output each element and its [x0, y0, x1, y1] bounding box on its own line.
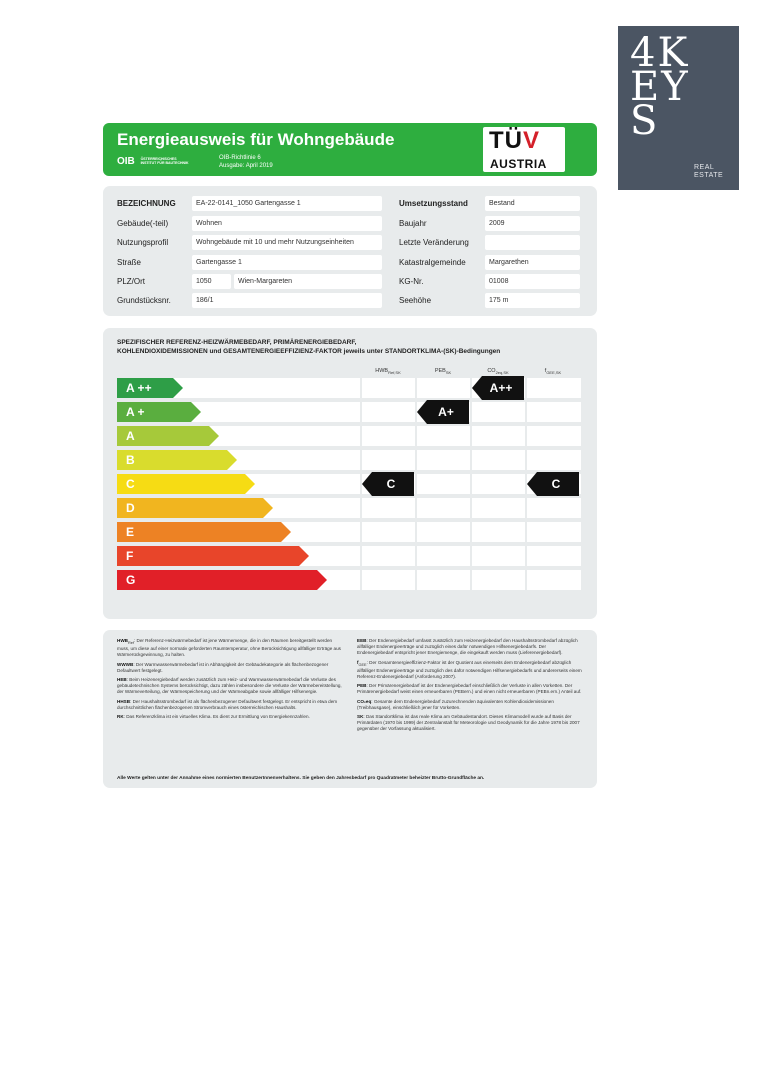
energy-class-bar — [117, 522, 291, 542]
legend-entry — [117, 677, 343, 696]
legend-entry — [357, 714, 583, 733]
field-gebaeude: Wohnen — [192, 216, 382, 231]
legend-term: WWWB — [117, 661, 134, 667]
logo-letters: 4K EY S — [630, 30, 690, 144]
label-umsetzungsstand: Umsetzungsstand — [399, 199, 468, 208]
energy-class-bar — [117, 570, 327, 590]
label-kg-nr: KG-Nr. — [399, 277, 424, 286]
building-info-panel — [103, 186, 597, 316]
rating-marker-label: C — [386, 477, 396, 491]
energy-class-label: F — [126, 549, 134, 563]
energy-class-bar — [117, 426, 219, 446]
legend-text: : Das Referenzklima ist ein virtuelles Klima. Es dient zur Ermittlung von Energiekennzahlen. — [123, 713, 310, 719]
legend-term: CO₂eq — [357, 698, 372, 704]
legend-entry — [357, 638, 583, 657]
legend-term: f — [357, 659, 359, 665]
energy-class-label: B — [126, 453, 135, 467]
rating-marker-fgee — [527, 472, 579, 496]
legend-column-right — [357, 638, 583, 736]
energy-class-bar — [117, 498, 273, 518]
energy-class-label: A + — [126, 405, 145, 419]
legend-term-subscript: Ref — [127, 640, 134, 645]
energy-class-label: E — [126, 525, 135, 539]
legend-term: HWB — [117, 638, 128, 643]
legend-term-subscript: GEE — [358, 662, 367, 667]
column-header-hwb: $HWB_{Ref,SK}$ — [375, 368, 401, 376]
column-header-peb: $PEB_{SK}$ — [434, 368, 452, 376]
real-estate-logo — [618, 26, 739, 190]
legend-entry — [357, 699, 583, 711]
legend-text: : Der Endenergiebedarf umfasst zusätzlich zum Heizenergiebedarf den Haushaltsstrombedarf abzüglich allfälliger Endenergieerträge und zuzüglich eines dafür notwendigen Hilfsenergiebedarfs. Der Endenergiebedarf entspricht jener Energiemenge, die eingekauft werden muss (Lieferenergiebedarf). — [357, 638, 578, 656]
legend-text: : Der Warmwasserwärmebedarf ist in Abhängigkeit der Gebäudekategorie als flächenbezogener Defaultwert festgelegt. — [117, 661, 329, 673]
field-letzte-veraenderung — [485, 235, 580, 250]
energy-class-bar — [117, 474, 255, 494]
energy-class-label: D — [126, 501, 135, 515]
legend-text: : Beim Heizenergiebedarf werden zusätzlich zum Heiz- und Warmwasserwärmebedarf die Verluste des gebäudetechnischen Systems berücksichtigt, dazu zählen insbesondere die Verluste der Wärmebereitstellung, der Wärmeverteilung, der Wärmespeicherung und der Wärmeabgabe sowie allfälliger Hilfsenergie. — [117, 676, 342, 695]
field-strasse: Gartengasse 1 — [192, 255, 382, 270]
column-header-fgee: $f_{GEE,SK}$ — [544, 368, 562, 376]
legend-term: HEB — [117, 676, 127, 682]
column-header-co2: $CO_{2eq,SK}$ — [487, 368, 509, 376]
rating-marker-label: C — [551, 477, 561, 491]
energy-scale-panel — [103, 328, 597, 619]
field-seehoehe: 175 m — [485, 293, 580, 308]
energy-class-bar — [117, 546, 309, 566]
logo-tagline: REAL ESTATE — [694, 164, 724, 179]
field-baujahr: 2009 — [485, 216, 580, 231]
rating-marker-label: A++ — [489, 381, 513, 395]
field-nutzungsprofil: Wohngebäude mit 10 und mehr Nutzungseinheiten — [192, 235, 382, 250]
legend-entry — [117, 699, 343, 711]
label-plz-ort: PLZ/Ort — [117, 277, 146, 286]
field-ort: Wien-Margareten — [234, 274, 382, 289]
richtlinie-info: OIB-Richtlinie 6 Ausgabe: April 2019 — [219, 155, 273, 169]
legend-term: PEB — [357, 683, 367, 689]
document-header — [103, 123, 597, 176]
label-gebaeude: Gebäude(-teil) — [117, 219, 169, 228]
legend-entry — [357, 660, 583, 681]
legend-term: EEB — [357, 638, 367, 643]
legend-entry — [357, 683, 583, 695]
label-grundstuecksnr: Grundstücksnr. — [117, 296, 171, 305]
legend-entry — [117, 662, 343, 674]
label-letzte-veraenderung: Letzte Veränderung — [399, 238, 469, 247]
energy-scale-heading: SPEZIFISCHER REFERENZ-HEIZWÄRMEBEDARF, PRIMÄRENERGIEBEDARF, KOHLENDIOXIDEMISSIONEN und GESAMTENERGIEEFFIZIENZ-FAKTOR jeweils unter STANDORTKLIMA-(SK)-Bedingungen — [117, 339, 501, 355]
field-katastralgemeinde: Margarethen — [485, 255, 580, 270]
rating-marker-hwb — [362, 472, 414, 496]
label-seehoehe: Seehöhe — [399, 296, 432, 305]
legend-entry — [117, 714, 343, 720]
field-grundstuecksnr: 186/1 — [192, 293, 382, 308]
legend-text: : Der Gesamtenergieeffizienz-Faktor ist der Quotient aus einerseits dem Endenergiebedarf abzüglich allfälliger Endenergieerträge und zuzüglich des dafür notwendigen Hilfsenergiebedarfs und andererseits einem Referenz-Endenergiebedarf (Anforderung 2007). — [357, 659, 582, 679]
legend-text: : Der Haushaltsstrombedarf ist als flächenbezogener Defaultwert festgelegt. Er entspricht in etwa dem durchschnittlichen flächenbezogenen Stromverbrauch eines österreichischen Haushalts. — [117, 698, 338, 710]
energy-class-label: A ++ — [126, 381, 152, 395]
rating-marker-co2 — [472, 376, 524, 400]
energy-class-bar — [117, 450, 237, 470]
field-umsetzungsstand: Bestand — [485, 196, 580, 211]
legend-text: : Der Primärenergiebedarf ist der Endenergiebedarf einschließlich der Verluste in allen Vorketten. Der Primärenergiebedarf weist einen erneuerbaren (PEBern.) und einen nicht erneuerbaren (PEBn.ern.) Anteil auf. — [357, 683, 582, 695]
legend-text: : Gesamte dem Endenergiebedarf zuzurechnenden äquivalenten Kohlendioxidemissionen (Treibhausgase), einschließlich jener für Vorketten. — [357, 698, 554, 710]
label-bezeichnung: BEZEICHNUNG — [117, 199, 176, 208]
field-plz: 1050 — [192, 274, 231, 289]
legend-text: : Das Standortklima ist das reale Klima am Gebäudestandort. Dieses Klimamodell wurde auf Basis der Primärdaten (1970 bis 1999) der Zentralanstalt für Meteorologie und Geodynamik für die Jahre 1978 bis 2007 gegenüber der Vorfassung aktualisiert. — [357, 713, 580, 732]
legend-text: : Der Referenz-Heizwärmebedarf ist jene Wärmemenge, die in den Räumen bereitgestellt werden muss, um diese auf einer normativ geforderten Raumtemperatur, ohne Berücksichtigung allfälliger Erträge aus Wärmerückgewinnung, zu halten. — [117, 638, 341, 658]
legend-entry — [117, 638, 343, 659]
field-bezeichnung: EA-22-0141_1050 Gartengasse 1 — [192, 196, 382, 211]
energy-class-bar — [117, 402, 201, 422]
oib-logo: OIB ÖSTERREICHISCHES INSTITUT FÜR BAUTECHNIK — [117, 156, 189, 167]
label-katastralgemeinde: Katastralgemeinde — [399, 258, 466, 267]
label-baujahr: Baujahr — [399, 219, 427, 228]
legend-term: HHSB — [117, 698, 131, 704]
energy-class-label: A — [126, 429, 135, 443]
rating-marker-peb — [417, 400, 469, 424]
energy-class-label: C — [126, 477, 135, 491]
energy-class-bar — [117, 378, 183, 398]
tuv-austria-logo: TÜV AUSTRIA — [483, 127, 565, 172]
document-title: Energieausweis für Wohngebäude — [117, 130, 395, 149]
rating-marker-label: A+ — [438, 405, 454, 419]
energy-class-label: G — [126, 573, 136, 587]
legend-term: RK — [117, 713, 124, 719]
legend-term: SK — [357, 713, 364, 719]
label-nutzungsprofil: Nutzungsprofil — [117, 238, 169, 247]
legend-panel — [103, 630, 597, 788]
field-kg-nr: 01008 — [485, 274, 580, 289]
legend-column-left — [117, 638, 343, 723]
label-strasse: Straße — [117, 258, 142, 267]
legend-footer: Alle Werte gelten unter der Annahme eines normierten BenutzerInnenverhaltens. Sie geben den Jahresbedarf pro Quadratmeter beheizter Brutto-Grundfläche an. — [117, 776, 485, 781]
